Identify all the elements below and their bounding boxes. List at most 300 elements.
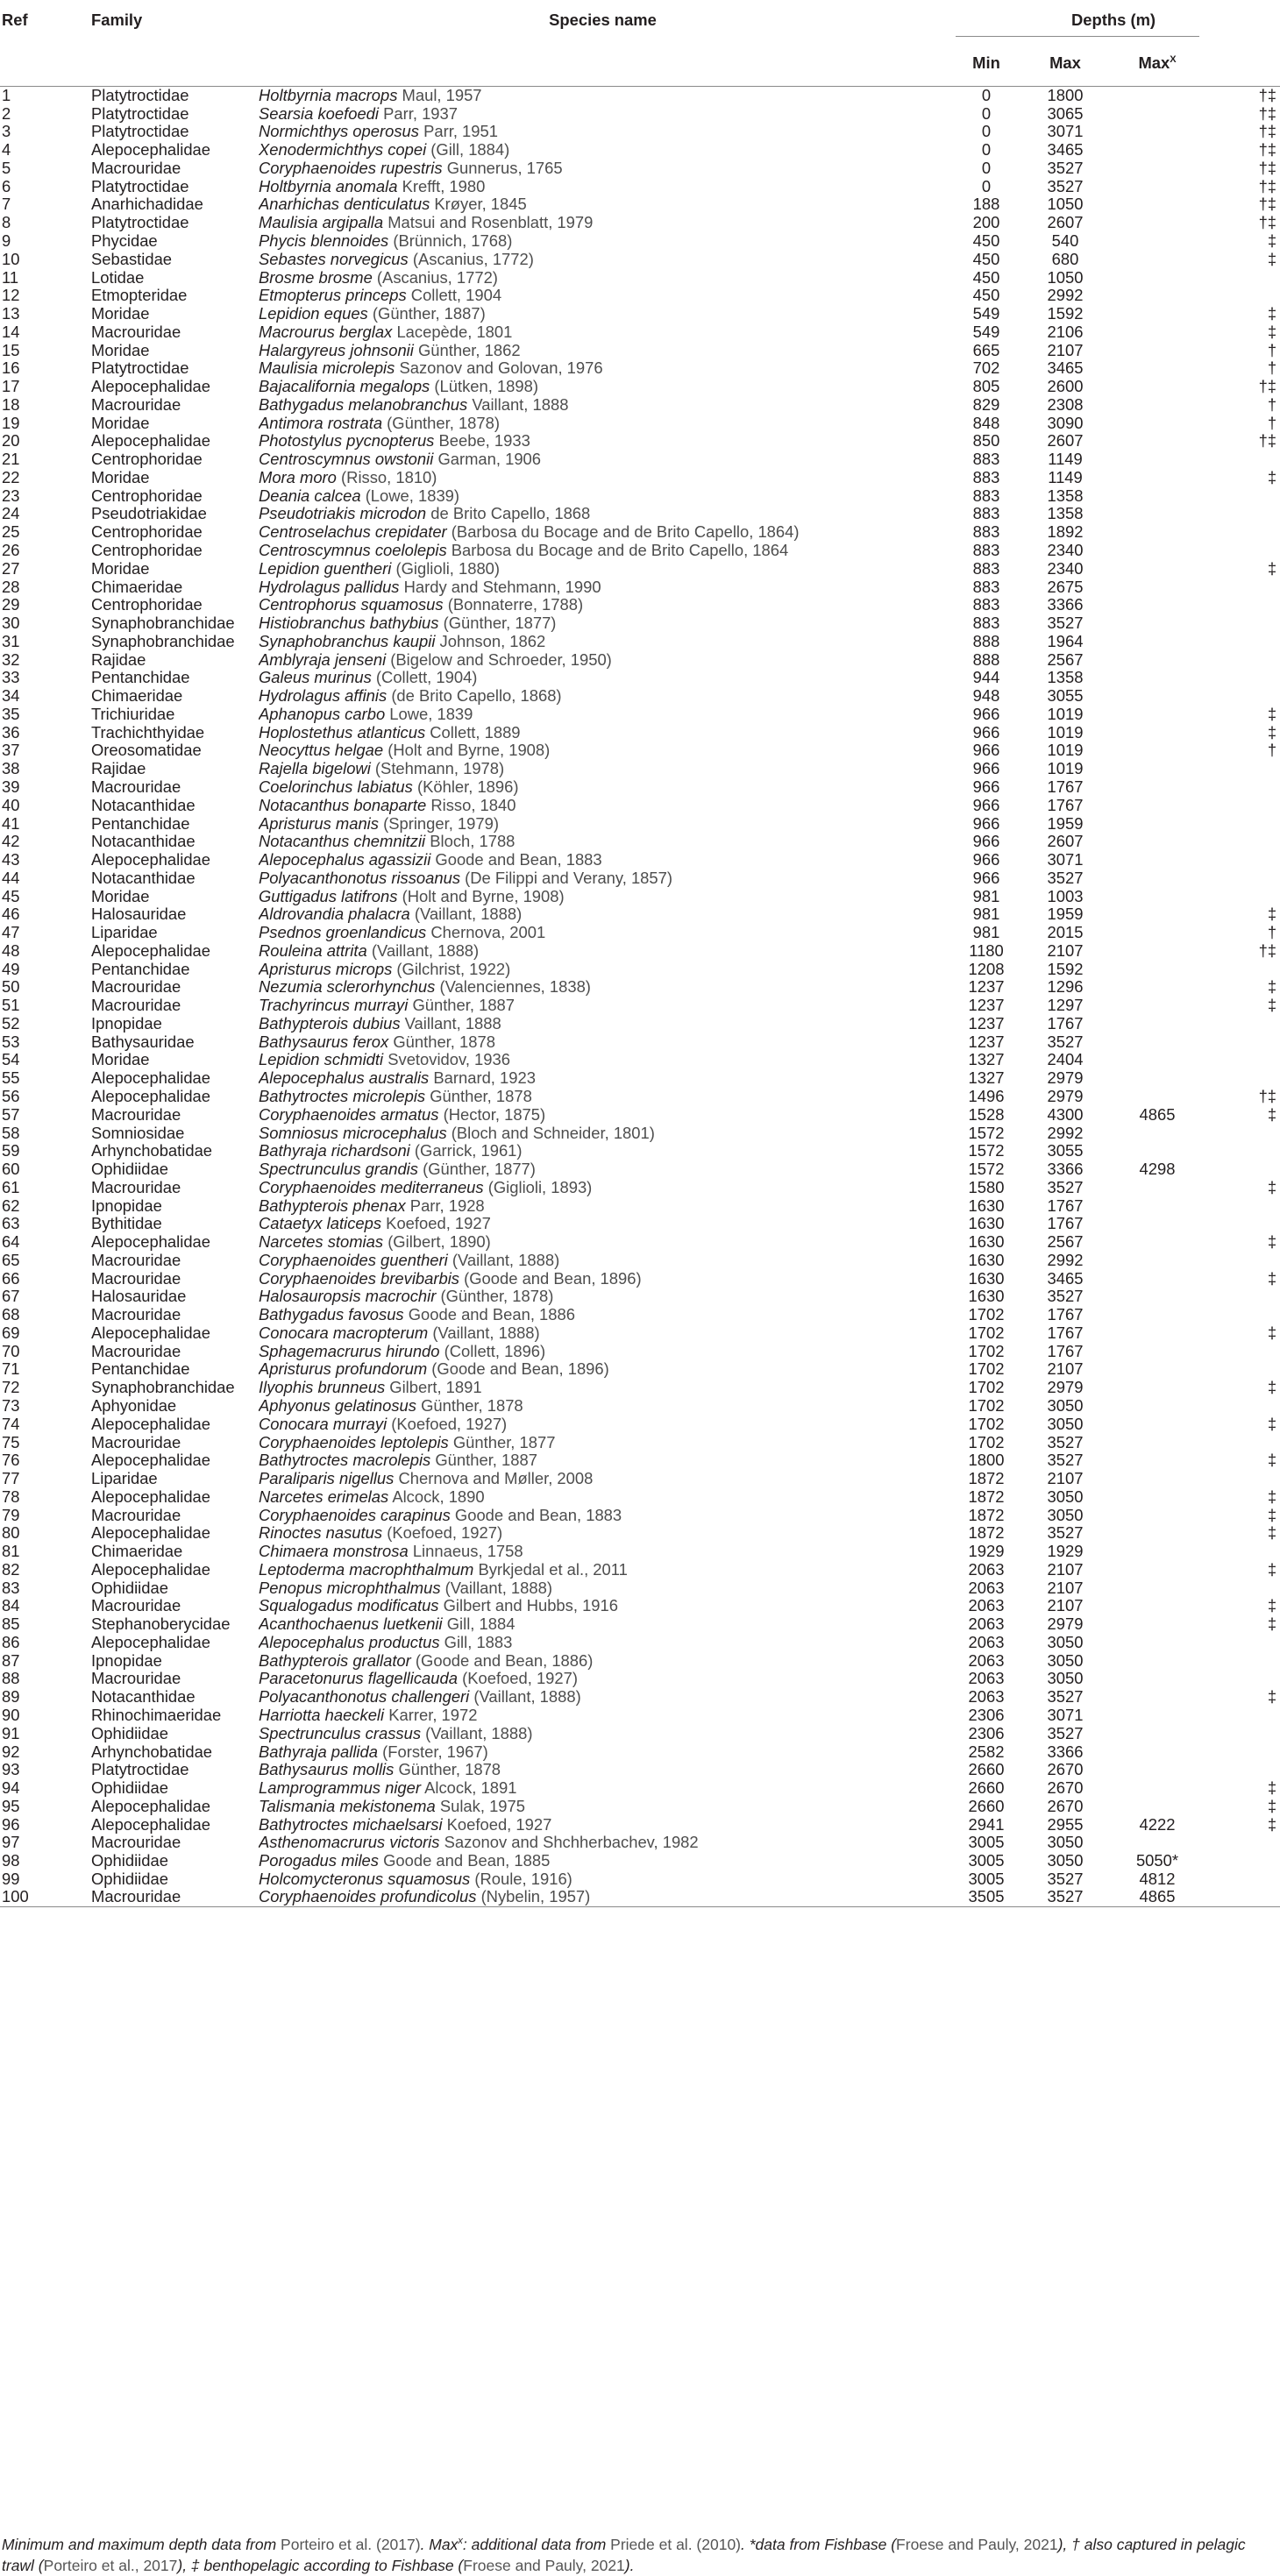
cell-species xyxy=(259,1761,947,1779)
cell-maxx xyxy=(1105,978,1210,997)
cell-ref: 16 xyxy=(2,358,20,378)
table-row xyxy=(0,1415,1280,1433)
cell-species xyxy=(259,706,947,724)
cell-ref: 30 xyxy=(2,614,20,633)
cell-ref: 43 xyxy=(2,850,20,869)
table-row xyxy=(0,1360,1280,1379)
species-name: Aphanopus carbo xyxy=(259,705,386,723)
cell-max: 1050 xyxy=(1047,268,1084,287)
cell-family: Rhinochimaeridae xyxy=(91,1706,222,1725)
cell-min: 883 xyxy=(972,559,1000,578)
species-authority: (Goode and Bean, 1886) xyxy=(415,1651,594,1670)
cell-species xyxy=(259,1069,947,1088)
table-row xyxy=(0,1579,1280,1597)
species-authority: (Nybelin, 1957) xyxy=(480,1888,591,1906)
table-row xyxy=(0,1215,1280,1233)
table-row xyxy=(0,796,1280,814)
species-authority: Alcock, 1891 xyxy=(424,1778,517,1798)
cell-family: Notacanthidae xyxy=(91,796,196,814)
table-row xyxy=(0,1597,1280,1615)
cell-maxx xyxy=(1105,505,1210,523)
cell-min: 2660 xyxy=(968,1778,1005,1798)
cell-max: 3527 xyxy=(1047,159,1084,177)
cell-mark: ‡ xyxy=(1267,1687,1277,1707)
cell-min: 0 xyxy=(981,159,992,177)
cell-mark xyxy=(1210,1579,1280,1597)
cell-min: 1702 xyxy=(968,1360,1005,1379)
species-authority: (Collett, 1904) xyxy=(375,669,478,687)
species-authority: (Koefoed, 1927) xyxy=(387,1523,503,1543)
cell-ref: 58 xyxy=(2,1124,20,1142)
cell-max: 3050 xyxy=(1047,1834,1084,1852)
species-authority: Günther, 1878 xyxy=(421,1396,523,1415)
header-family-label: Family xyxy=(91,11,143,29)
cell-min: 2941 xyxy=(968,1815,1005,1834)
cell-ref: 49 xyxy=(2,960,20,978)
table-row xyxy=(0,997,1280,1015)
cell-mark: ‡ xyxy=(1267,559,1277,578)
cell-family: Macrouridae xyxy=(91,1834,181,1852)
species-authority: Gunnerus, 1765 xyxy=(446,159,563,177)
cell-min: 883 xyxy=(972,450,1000,469)
cell-max: 1358 xyxy=(1047,669,1084,687)
footnote-ref-porteiro-2[interactable]: Porteiro et al., 2017 xyxy=(43,2557,178,2574)
cell-family: Alepocephalidae xyxy=(91,432,210,451)
table-row xyxy=(0,1451,1280,1470)
species-authority: Bloch, 1788 xyxy=(430,832,516,851)
cell-ref: 87 xyxy=(2,1651,20,1670)
header-maxx-label: Max xyxy=(1138,53,1170,72)
cell-species xyxy=(259,1105,947,1124)
species-authority: (Vaillant, 1888) xyxy=(425,1724,533,1742)
cell-min: 883 xyxy=(972,595,1000,614)
cell-ref: 79 xyxy=(2,1506,20,1524)
table-row xyxy=(0,1543,1280,1561)
species-name: Nezumia sclerorhynchus xyxy=(259,978,436,997)
cell-mark xyxy=(1210,796,1280,814)
cell-ref: 36 xyxy=(2,723,20,742)
cell-family: Alepocephalidae xyxy=(91,1323,210,1342)
species-authority: (Holt and Byrne, 1908) xyxy=(402,887,565,905)
cell-ref: 6 xyxy=(2,177,11,195)
cell-min: 1872 xyxy=(968,1506,1005,1524)
species-name: Brosme brosme xyxy=(259,268,373,287)
cell-min: 883 xyxy=(972,614,1000,633)
cell-min: 1327 xyxy=(968,1051,1005,1069)
table-row xyxy=(0,287,1280,305)
species-authority: Goode and Bean, 1883 xyxy=(454,1506,622,1524)
cell-mark xyxy=(1210,650,1280,669)
cell-species xyxy=(259,1269,947,1288)
species-name: Holtbyrnia anomala xyxy=(259,177,398,195)
cell-max: 3050 xyxy=(1047,1670,1084,1688)
cell-species xyxy=(259,1852,947,1870)
cell-max: 3527 xyxy=(1047,1178,1084,1196)
cell-family: Moridae xyxy=(91,304,150,323)
cell-species xyxy=(259,305,947,323)
cell-species xyxy=(259,596,947,614)
cell-maxx xyxy=(1105,250,1210,268)
cell-family: Moridae xyxy=(91,341,150,359)
species-authority: Linnaeus, 1758 xyxy=(412,1542,523,1561)
species-name: Paracetonurus flagellicauda xyxy=(259,1670,458,1688)
table-row xyxy=(0,87,1280,105)
cell-species xyxy=(259,141,947,160)
cell-family: Moridae xyxy=(91,414,150,432)
cell-maxx xyxy=(1105,1215,1210,1233)
cell-maxx xyxy=(1105,1288,1210,1306)
cell-ref: 24 xyxy=(2,505,20,523)
cell-species xyxy=(259,378,947,396)
cell-min: 3005 xyxy=(968,1834,1005,1852)
cell-species xyxy=(259,1742,947,1761)
cell-family: Moridae xyxy=(91,559,150,578)
table-row xyxy=(0,1834,1280,1852)
cell-family: Ipnopidae xyxy=(91,1651,162,1670)
cell-max: 3090 xyxy=(1047,414,1084,432)
cell-maxx xyxy=(1105,1033,1210,1051)
cell-mark: ‡ xyxy=(1267,468,1277,486)
cell-mark xyxy=(1210,814,1280,833)
species-name: Lamprogrammus niger xyxy=(259,1778,422,1798)
cell-ref: 5 xyxy=(2,159,11,177)
species-name: Lepidion guentheri xyxy=(259,559,392,578)
cell-maxx xyxy=(1105,632,1210,650)
species-name: Bathysaurus ferox xyxy=(259,1033,389,1051)
table-row xyxy=(0,268,1280,287)
cell-maxx xyxy=(1105,796,1210,814)
cell-maxx xyxy=(1105,924,1210,942)
table-row xyxy=(0,1288,1280,1306)
cell-family: Centrophoridae xyxy=(91,595,203,614)
cell-family: Aphyonidae xyxy=(91,1396,177,1415)
cell-mark xyxy=(1210,1142,1280,1160)
species-authority: Günther, 1887 xyxy=(412,996,516,1015)
cell-maxx xyxy=(1105,596,1210,614)
species-authority: (Holt and Byrne, 1908) xyxy=(388,742,551,760)
cell-species xyxy=(259,1688,947,1707)
table-row xyxy=(0,1069,1280,1088)
footnote-text-3: : additional data from xyxy=(462,2536,611,2553)
table-row xyxy=(0,359,1280,378)
table-row xyxy=(0,669,1280,687)
cell-maxx xyxy=(1105,1015,1210,1033)
cell-maxx xyxy=(1105,1670,1210,1688)
cell-species xyxy=(259,1015,947,1033)
species-authority: Krøyer, 1845 xyxy=(434,195,527,214)
cell-species xyxy=(259,851,947,869)
species-name: Centroscymnus owstonii xyxy=(259,450,434,469)
species-authority: Sazonov and Golovan, 1976 xyxy=(399,358,603,378)
cell-family: Liparidae xyxy=(91,923,158,942)
cell-maxx xyxy=(1105,268,1210,287)
cell-species xyxy=(259,1543,947,1561)
cell-species xyxy=(259,960,947,978)
cell-mark xyxy=(1210,486,1280,505)
cell-max: 3527 xyxy=(1047,1433,1084,1451)
cell-family: Alepocephalidae xyxy=(91,1633,210,1651)
species-name: Coryphaenoides profundicolus xyxy=(259,1888,477,1906)
cell-min: 883 xyxy=(972,541,1000,560)
species-authority: (Valenciennes, 1838) xyxy=(439,978,591,997)
species-authority: Barbosa du Bocage and de Brito Capello, 1864 xyxy=(451,541,789,560)
cell-min: 848 xyxy=(972,414,1000,432)
cell-family: Macrouridae xyxy=(91,159,181,177)
cell-family: Oreosomatidae xyxy=(91,742,202,760)
cell-max: 3050 xyxy=(1047,1487,1084,1506)
cell-max: 1003 xyxy=(1047,887,1084,905)
table-row xyxy=(0,1105,1280,1124)
cell-mark xyxy=(1210,451,1280,469)
cell-min: 1702 xyxy=(968,1323,1005,1342)
species-name: Centroscymnus coelolepis xyxy=(259,541,447,560)
cell-family: Synaphobranchidae xyxy=(91,1378,235,1397)
cell-family: Anarhichadidae xyxy=(91,195,203,214)
header-species: Species name xyxy=(549,11,657,29)
cell-min: 1702 xyxy=(968,1433,1005,1451)
cell-min: 1702 xyxy=(968,1378,1005,1397)
cell-maxx xyxy=(1105,778,1210,797)
cell-max: 1800 xyxy=(1047,86,1084,105)
species-authority: (Gilbert, 1890) xyxy=(388,1232,491,1252)
table-row xyxy=(0,1433,1280,1451)
cell-family: Alepocephalidae xyxy=(91,1523,210,1543)
cell-maxx xyxy=(1105,742,1210,760)
cell-maxx xyxy=(1105,160,1210,178)
cell-min: 188 xyxy=(972,195,1000,214)
cell-species xyxy=(259,869,947,887)
cell-ref: 9 xyxy=(2,231,11,250)
cell-max: 3527 xyxy=(1047,177,1084,195)
species-authority: Alcock, 1890 xyxy=(392,1487,485,1506)
cell-max: 1767 xyxy=(1047,1342,1084,1360)
cell-max: 1892 xyxy=(1047,522,1084,542)
cell-min: 1572 xyxy=(968,1141,1005,1160)
cell-min: 966 xyxy=(972,705,1000,723)
cell-mark: ‡ xyxy=(1267,323,1277,341)
table-row xyxy=(0,1561,1280,1579)
species-name: Ilyophis brunneus xyxy=(259,1378,386,1397)
footnote-ref-froese-2[interactable]: Froese and Pauly, 2021 xyxy=(463,2557,625,2574)
footnote-ref-porteiro[interactable]: Porteiro et al. (2017) xyxy=(281,2536,421,2553)
cell-species xyxy=(259,1779,947,1798)
cell-mark: ‡ xyxy=(1267,1487,1277,1506)
cell-ref: 41 xyxy=(2,814,20,833)
species-name: Spectrunculus grandis xyxy=(259,1160,418,1179)
cell-maxx xyxy=(1105,669,1210,687)
cell-min: 2582 xyxy=(968,1742,1005,1761)
cell-species xyxy=(259,1651,947,1670)
cell-mark xyxy=(1210,1051,1280,1069)
cell-family: Platytroctidae xyxy=(91,104,189,123)
footnote-ref-froese-1[interactable]: Froese and Pauly, 2021 xyxy=(896,2536,1058,2553)
cell-ref: 51 xyxy=(2,996,20,1015)
table-row xyxy=(0,214,1280,232)
cell-mark: ‡ xyxy=(1267,1778,1277,1798)
cell-species xyxy=(259,1306,947,1324)
species-name: Apristurus manis xyxy=(259,814,379,833)
cell-species xyxy=(259,1724,947,1742)
cell-max: 3050 xyxy=(1047,1506,1084,1524)
species-authority: Parr, 1928 xyxy=(409,1196,485,1215)
cell-maxx xyxy=(1105,1487,1210,1506)
table-row xyxy=(0,1651,1280,1670)
cell-maxx xyxy=(1105,869,1210,887)
species-authority: (Vaillant, 1888) xyxy=(444,1579,552,1597)
cell-mark xyxy=(1210,760,1280,778)
cell-family: Centrophoridae xyxy=(91,541,203,560)
cell-max: 540 xyxy=(1051,231,1079,250)
cell-ref: 69 xyxy=(2,1323,20,1342)
cell-mark xyxy=(1210,1670,1280,1688)
cell-max: 2107 xyxy=(1047,1469,1084,1488)
cell-max: 2567 xyxy=(1047,650,1084,669)
species-authority: (De Filippi and Verany, 1857) xyxy=(465,869,672,887)
cell-family: Macrouridae xyxy=(91,1269,181,1288)
cell-max: 1358 xyxy=(1047,486,1084,505)
cell-min: 1702 xyxy=(968,1415,1005,1433)
cell-min: 966 xyxy=(972,796,1000,814)
species-name: Coryphaenoides leptolepis xyxy=(259,1433,449,1451)
table-row xyxy=(0,1470,1280,1488)
species-authority: Sazonov and Shchherbachev, 1982 xyxy=(444,1834,699,1852)
cell-mark: †‡ xyxy=(1258,1087,1277,1105)
cell-family: Phycidae xyxy=(91,231,158,250)
species-authority: (Giglioli, 1893) xyxy=(487,1178,593,1196)
footnote-ref-priede[interactable]: Priede et al. (2010) xyxy=(610,2536,742,2553)
cell-family: Macrouridae xyxy=(91,777,181,796)
cell-ref: 22 xyxy=(2,468,20,486)
cell-family: Centrophoridae xyxy=(91,486,203,505)
table-row xyxy=(0,905,1280,924)
species-name: Rouleina attrita xyxy=(259,941,367,960)
cell-mark: ‡ xyxy=(1267,1523,1277,1543)
cell-min: 2063 xyxy=(968,1687,1005,1707)
cell-species xyxy=(259,87,947,105)
cell-maxx xyxy=(1105,1342,1210,1360)
species-name: Narcetes erimelas xyxy=(259,1487,389,1506)
cell-min: 981 xyxy=(972,923,1000,942)
table-header xyxy=(0,0,1280,87)
cell-max: 2107 xyxy=(1047,941,1084,960)
cell-species xyxy=(259,432,947,451)
species-authority: Barnard, 1923 xyxy=(433,1068,536,1088)
cell-min: 450 xyxy=(972,268,1000,287)
cell-max: 1767 xyxy=(1047,777,1084,796)
cell-min: 805 xyxy=(972,377,1000,396)
cell-maxx xyxy=(1105,1306,1210,1324)
cell-species xyxy=(259,323,947,341)
species-name: Spectrunculus crassus xyxy=(259,1724,422,1742)
cell-mark: ‡ xyxy=(1267,1797,1277,1815)
cell-max: 2404 xyxy=(1047,1051,1084,1069)
cell-max: 1767 xyxy=(1047,1305,1084,1324)
cell-mark: ‡ xyxy=(1267,1506,1277,1524)
cell-species xyxy=(259,232,947,251)
cell-species xyxy=(259,723,947,742)
cell-maxx xyxy=(1105,195,1210,214)
species-name: Sebastes norvegicus xyxy=(259,250,409,268)
cell-species xyxy=(259,924,947,942)
cell-min: 2063 xyxy=(968,1651,1005,1670)
cell-max: 1964 xyxy=(1047,632,1084,650)
species-name: Amblyraja jenseni xyxy=(259,650,387,669)
header-maxx-sup: X xyxy=(1170,53,1177,65)
table-row xyxy=(0,687,1280,706)
cell-mark xyxy=(1210,1852,1280,1870)
cell-mark xyxy=(1210,1651,1280,1670)
cell-min: 1580 xyxy=(968,1178,1005,1196)
cell-family: Halosauridae xyxy=(91,1288,187,1306)
cell-ref: 42 xyxy=(2,832,20,851)
species-name: Narcetes stomias xyxy=(259,1232,384,1252)
cell-max: 2107 xyxy=(1047,1579,1084,1597)
cell-mark: †‡ xyxy=(1258,213,1277,232)
cell-species xyxy=(259,104,947,123)
species-name: Deania calcea xyxy=(259,486,361,505)
species-authority: Günther, 1862 xyxy=(417,341,521,359)
cell-family: Ophidiidae xyxy=(91,1778,168,1798)
footnote-text-1: Minimum and maximum depth data from xyxy=(2,2536,281,2553)
cell-maxx xyxy=(1105,1124,1210,1142)
cell-max: 2308 xyxy=(1047,395,1084,414)
cell-min: 1572 xyxy=(968,1160,1005,1179)
species-name: Coelorinchus labiatus xyxy=(259,777,413,796)
species-authority: Hardy and Stehmann, 1990 xyxy=(403,578,601,596)
cell-max: 3527 xyxy=(1047,1687,1084,1707)
species-name: Hydrolagus affinis xyxy=(259,686,388,706)
cell-min: 1327 xyxy=(968,1068,1005,1088)
cell-max: 2107 xyxy=(1047,1560,1084,1579)
header-max: Max xyxy=(1049,53,1081,72)
table-row xyxy=(0,523,1280,542)
species-authority: Johnson, 1862 xyxy=(439,632,546,650)
cell-ref: 65 xyxy=(2,1251,20,1269)
cell-mark xyxy=(1210,505,1280,523)
species-name: Coryphaenoides armatus xyxy=(259,1105,439,1124)
cell-ref: 14 xyxy=(2,323,20,341)
cell-species xyxy=(259,250,947,268)
species-authority: Byrkjedal et al., 2011 xyxy=(478,1560,628,1579)
cell-ref: 91 xyxy=(2,1724,20,1742)
cell-min: 2063 xyxy=(968,1614,1005,1634)
cell-maxx xyxy=(1105,997,1210,1015)
cell-min: 1528 xyxy=(968,1105,1005,1124)
cell-family: Somniosidae xyxy=(91,1124,185,1142)
cell-max: 2600 xyxy=(1047,377,1084,396)
cell-family: Alepocephalidae xyxy=(91,1487,210,1506)
cell-ref: 72 xyxy=(2,1378,20,1397)
cell-min: 883 xyxy=(972,505,1000,523)
cell-ref: 2 xyxy=(2,104,11,123)
table-row xyxy=(0,614,1280,633)
cell-min: 0 xyxy=(981,140,992,160)
species-name: Trachyrincus murrayi xyxy=(259,996,409,1015)
cell-species xyxy=(259,542,947,560)
cell-ref: 15 xyxy=(2,341,20,359)
cell-mark xyxy=(1210,1397,1280,1416)
cell-max: 3366 xyxy=(1047,1160,1084,1179)
species-name: Chimaera monstrosa xyxy=(259,1542,409,1561)
cell-maxx xyxy=(1105,1761,1210,1779)
cell-species xyxy=(259,614,947,633)
cell-maxx xyxy=(1105,614,1210,633)
cell-family: Pentanchidae xyxy=(91,1360,190,1379)
table-row xyxy=(0,1379,1280,1397)
species-authority: (Vaillant, 1888) xyxy=(371,941,480,960)
cell-species xyxy=(259,1196,947,1215)
cell-max: 3527 xyxy=(1047,1724,1084,1742)
